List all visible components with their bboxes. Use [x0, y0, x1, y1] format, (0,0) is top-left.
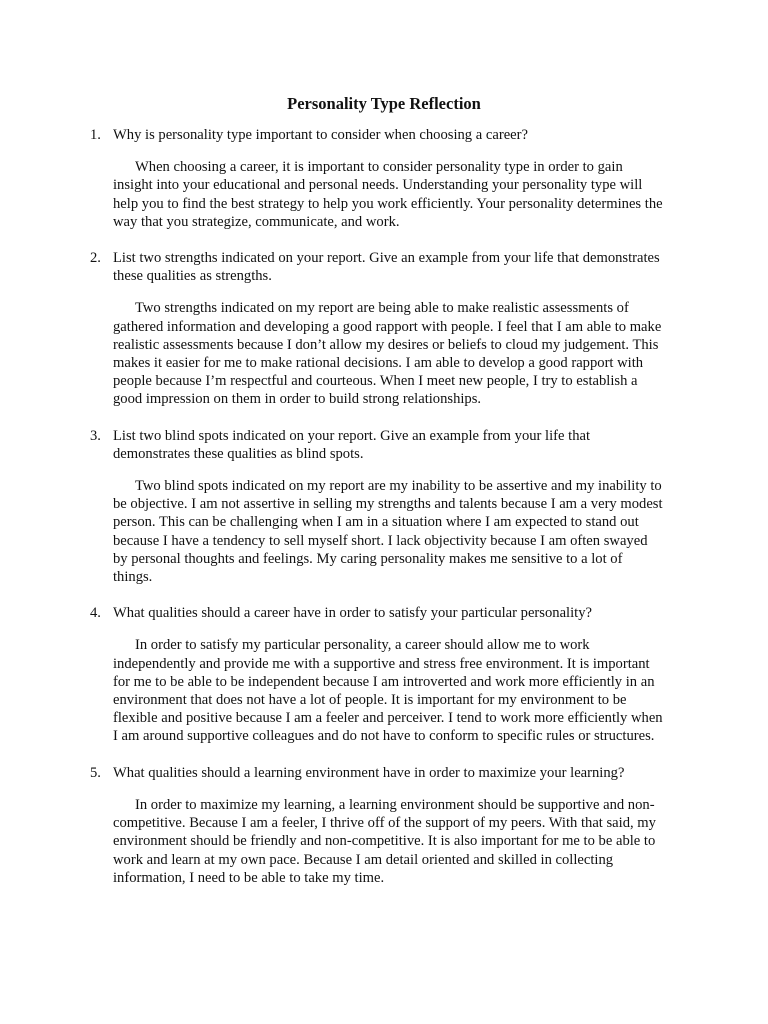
question-number: 3.: [90, 427, 101, 444]
question-section-5: [0, 764, 768, 887]
answer-1: When choosing a career, it is important to consider personality type in order to gain insight into your educational and personal needs. Understanding your personality type will help you to find the best strategy to help you work efficiently. Your personality determines the way that you strategize, communicate, and work.: [113, 159, 663, 230]
answer-4: In order to satisfy my particular personality, a career should allow me to work independently and provide me with a supportive and stress free environment. It is important for me to be able to be independent because I am introverted and work more efficiently in an environment that does not have a lot of people. It is important for my environment to be flexible and positive because I am a feeler and perceiver. I tend to work more efficiently when I am around supportive colleagues and do not have to conform to specific rules or structures.: [113, 637, 663, 745]
answer-2: Two strengths indicated on my report are being able to make realistic assessments of gathered information and developing a good rapport with people. I feel that I am able to make realistic assessments because I don’t allow my desires or beliefs to cloud my judgement. This makes it easier for me to make rational decisions. I am able to develop a good rapport with people because I’m respectful and courteous. When I meet new people, I try to establish a good impression on them in order to build strong relationships.: [113, 300, 662, 408]
question-1: [0, 126, 663, 144]
question-section-4: [0, 604, 768, 745]
question-text: Why is personality type important to consider when choosing a career?: [113, 127, 528, 143]
question-text: What qualities should a career have in order to satisfy your particular personality?: [113, 605, 592, 622]
question-number: 4.: [90, 605, 101, 622]
question-list: [0, 126, 768, 887]
question-text: What qualities should a learning environment have in order to maximize your learning?: [113, 764, 625, 781]
question-text: List two strengths indicated on your report. Give an example from your life that demonstrates these qualities as strengths.: [113, 250, 660, 285]
question-3: [0, 427, 663, 463]
question-number: 5.: [90, 764, 101, 781]
question-2: [0, 249, 663, 285]
question-4: [0, 604, 663, 622]
question-5: [0, 764, 663, 782]
answer-5: In order to maximize my learning, a learning environment should be supportive and non-competitive. Because I am a feeler, I thrive off of the support of my peers. With that said, my environment should be friendly and non-competitive. It is also important for me to be able to work and learn at my own pace. Because I am detail oriented and skilled in collecting information, I need to be able to take my time.: [113, 796, 656, 886]
page-title: Personality Type Reflection: [287, 94, 481, 113]
question-number: 2.: [90, 250, 101, 267]
question-number: 1.: [90, 127, 101, 143]
question-section-3: [0, 427, 768, 587]
answer-3: Two blind spots indicated on my report are my inability to be assertive and my inability to be objective. I am not assertive in selling my strengths and talents because I am a very modest person. This can be challenging when I am in a situation where I am expected to stand out because I have a tendency to sell myself short. I lack objectivity because I am often swayed by personal thoughts and feelings. My caring personality makes me sensitive to a lot of things.: [113, 478, 663, 586]
question-section-1: [0, 126, 768, 231]
question-text: List two blind spots indicated on your report. Give an example from your life that demonstrates these qualities as blind spots.: [113, 427, 591, 462]
question-section-2: [0, 249, 768, 409]
